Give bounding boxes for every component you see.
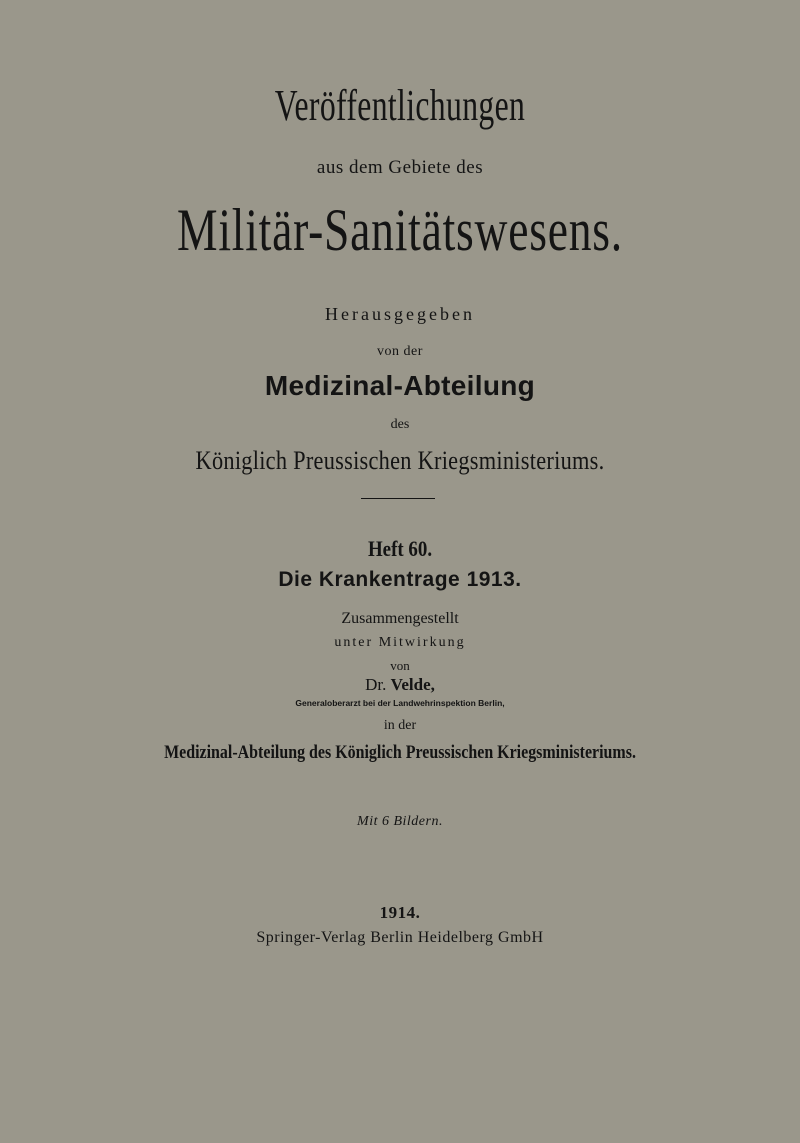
series-subtitle: aus dem Gebiete des <box>316 157 484 178</box>
editor-department: Medizinal-Abteilung <box>264 370 536 401</box>
compiled-label: Zusammengestellt <box>341 610 459 627</box>
publisher: Springer-Verlag Berlin Heidelberg GmbH <box>256 929 544 946</box>
edited-by-prefix: von der <box>377 344 423 359</box>
issue-title: Die Krankentrage 1913. <box>278 568 522 591</box>
author-position: Generaloberarzt bei der Landwehrinspektion Berlin, <box>295 698 505 708</box>
publication-year: 1914. <box>379 903 421 922</box>
edited-label: Herausgegeben <box>325 304 475 324</box>
series-field-title: Militär-Sanitätswesens. <box>177 197 623 263</box>
issue-number: Heft 60. <box>367 536 433 561</box>
section-divider <box>361 498 435 499</box>
author-title: Dr. <box>365 675 387 694</box>
editor-ministry: Königlich Preussischen Kriegsministeriums. <box>195 446 605 475</box>
author-prefix: von <box>390 658 410 673</box>
location-prefix: in der <box>383 718 417 733</box>
compiled-at: Medizinal-Abteilung des Königlich Preussischen Kriegsministeriums. <box>164 742 636 763</box>
collaboration-label: unter Mitwirkung <box>334 635 466 650</box>
illustrations-note: Mit 6 Bildern. <box>357 814 443 829</box>
author-line <box>0 676 800 693</box>
editor-connector: des <box>390 417 410 432</box>
author-name: Velde, <box>390 675 435 694</box>
series-title: Veröffentlichungen <box>274 81 526 130</box>
